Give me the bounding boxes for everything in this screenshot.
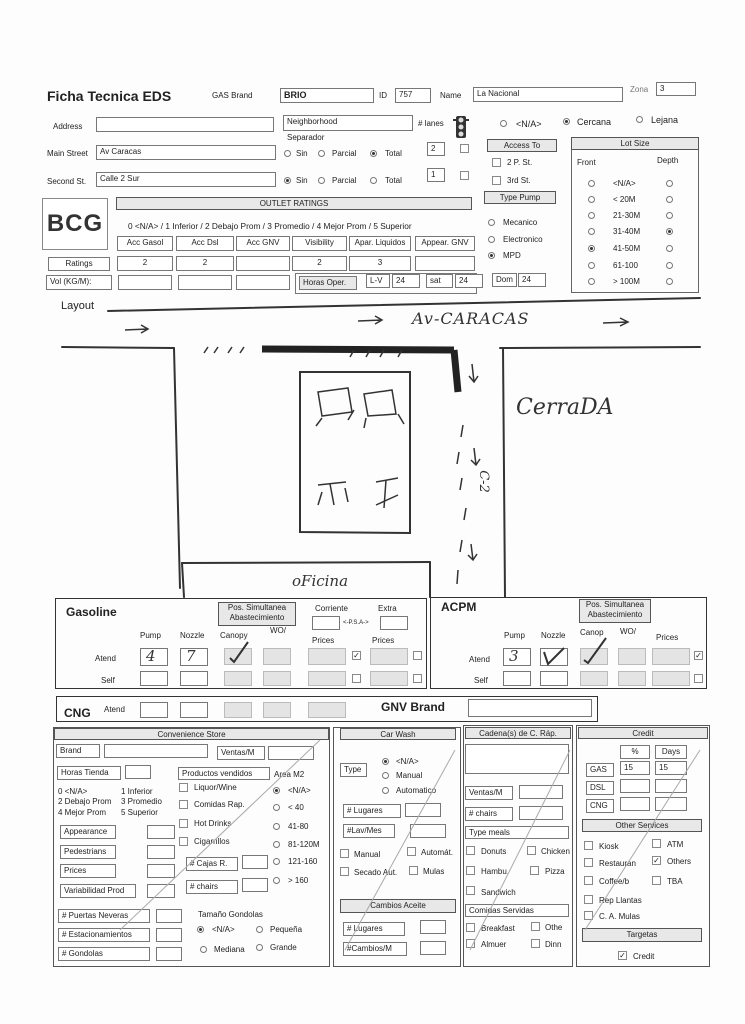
carwash-lav-label: #Lav/Mes: [343, 824, 395, 838]
gnv-brand-label: GNV Brand: [381, 700, 446, 714]
credit-card-checkbox[interactable]: ✓: [619, 951, 626, 960]
gas-atend-price2-field[interactable]: [370, 648, 408, 665]
gas-atend-nozzle-field[interactable]: 7: [180, 648, 208, 666]
gas-self-price1-checkbox[interactable]: [352, 674, 361, 683]
lot-option-label: 41-50M: [613, 244, 641, 253]
psa-label: <-P.S.A->: [343, 620, 369, 626]
store-cajas-label: # Cajas R.: [186, 857, 238, 871]
dom-label: Dom: [492, 273, 517, 287]
svc-others-label: Others: [667, 857, 692, 866]
gas-pump-label: Pump: [140, 631, 161, 640]
id-field[interactable]: 757: [395, 88, 431, 103]
serv-breakfast-label: Breakfast: [481, 924, 515, 933]
cng-atend-label: Atend: [104, 705, 125, 714]
lv-label: L-V: [366, 274, 390, 288]
rating-col-header: Acc GNV: [236, 236, 290, 251]
serv-dinn-label: Dinn: [545, 940, 562, 949]
gas-atend-price1-field[interactable]: [308, 648, 346, 665]
corriente-label: Corriente: [315, 604, 348, 613]
gas-canopy-checkmark-icon: [228, 640, 252, 664]
lot-option-label: 21-30M: [613, 211, 641, 220]
store-area-label: < 40: [288, 803, 304, 812]
svc-coffee-label: Coffee/b: [599, 877, 630, 886]
store-ventas-label: Ventas/M: [217, 746, 265, 760]
store-tam-label: Tamaño Gondolas: [198, 910, 263, 919]
lot-option-label: > 100M: [613, 277, 640, 286]
credit-header: Credit: [578, 727, 708, 739]
sat-field[interactable]: 24: [455, 274, 483, 288]
horas-oper-label: Horas Oper.: [299, 276, 357, 290]
store-row-label: Appearance: [60, 825, 116, 839]
name-field[interactable]: La Nacional: [473, 87, 623, 102]
lanes-second-field[interactable]: 1: [427, 168, 445, 182]
cadena-ventas-label: Ventas/M: [465, 786, 513, 800]
carwash-na-label: <N/A>: [396, 757, 419, 766]
cadena-type-meals-label: Type meals: [465, 826, 569, 839]
separador-parcial-label: Parcial: [332, 149, 357, 158]
store-row-label: Variabilidad Prod: [60, 884, 136, 898]
store-scale-item: 2 Debajo Prom: [58, 797, 112, 806]
store-bottom-label: # Estacionamientos: [58, 928, 150, 942]
acpm-self-price-field[interactable]: [652, 671, 690, 686]
separador-total-label: Total: [385, 149, 402, 158]
svc-ca-mulas-label: C. A. Mulas: [599, 912, 640, 921]
zona-label: Zona: [630, 85, 649, 94]
second-total-label: Total: [385, 176, 402, 185]
lot-size-header: Lot Size: [571, 137, 699, 150]
credit-gas-pct-field[interactable]: 15: [620, 761, 650, 775]
serv-otro-label: Othe: [545, 923, 563, 932]
store-chairs-label: # chairs: [186, 880, 238, 894]
acpm-atend-wo-field[interactable]: [618, 648, 646, 665]
gas-atend-label: Atend: [95, 654, 116, 663]
credit-gas-days-field[interactable]: 15: [655, 761, 687, 775]
acpm-self-label: Self: [474, 676, 488, 685]
rating-value-field[interactable]: 2: [176, 256, 234, 271]
acpm-self-price-checkbox[interactable]: [694, 674, 703, 683]
svc-tba-label: TBA: [667, 877, 683, 886]
meal-hambu-label: Hambu.: [481, 867, 510, 876]
svc-others-checkbox[interactable]: ✓: [653, 856, 660, 865]
acpm-nozzle-checkmark-icon: [542, 644, 566, 666]
acpm-canop-checkmark-icon: [582, 636, 608, 664]
meal-chicken-label: Chicken: [541, 847, 570, 856]
third-st-label: 3rd St.: [507, 176, 531, 185]
sat-label: sat: [426, 274, 453, 288]
cadena-header: Cadena(s) de C. Ráp.: [465, 727, 571, 739]
layout-cross-street-label: C-2: [475, 470, 491, 493]
meal-pizza-label: Pizza: [545, 867, 565, 876]
name-label: Name: [440, 91, 462, 100]
lejana-label: Lejana: [651, 115, 679, 125]
cadena-chairs-label: # chairs: [465, 807, 513, 821]
store-area-label: 81-120M: [288, 840, 320, 849]
acpm-canop-label: Canop: [580, 628, 604, 637]
ratings-label: Ratings: [48, 257, 110, 271]
store-bottom-label: # Puertas Neveras: [58, 909, 150, 923]
other-services-header: Other Services: [582, 819, 702, 832]
gas-self-wo-field[interactable]: [263, 671, 291, 686]
lanes-label: # lanes: [418, 119, 444, 128]
mecanico-label: Mecanico: [503, 218, 538, 227]
gas-brand-label: GAS Brand: [212, 91, 253, 100]
gas-self-label: Self: [101, 676, 115, 685]
credit-gas-label: GAS: [586, 763, 614, 777]
lot-depth-label: Depth: [657, 156, 679, 165]
zona-field[interactable]: 3: [656, 82, 696, 96]
credit-card-label: Credit: [633, 952, 655, 961]
separador-label: Separador: [287, 133, 325, 142]
gas-self-price2-checkbox[interactable]: [413, 674, 422, 683]
carwash-auto-label: Automatico: [396, 786, 437, 795]
acpm-atend-pump-field[interactable]: 3: [503, 648, 531, 666]
svc-kiosk-label: Kiosk: [599, 842, 619, 851]
acpm-atend-price-field[interactable]: [652, 648, 690, 665]
lot-option-label: <N/A>: [613, 179, 636, 188]
gas-self-nozzle-field[interactable]: [180, 671, 208, 686]
tam-na-label: <N/A>: [212, 925, 235, 934]
gasoline-pos-header: Pos. Simultanea Abastecimiento: [218, 602, 296, 626]
electronico-label: Electronico: [503, 235, 543, 244]
acpm-prices-label: Prices: [656, 633, 679, 642]
gas-atend-price1-checkbox[interactable]: ✓: [353, 651, 360, 660]
tam-pequena-label: Pequeña: [270, 925, 303, 934]
neighborhood-field[interactable]: Neighborhood: [283, 115, 413, 131]
rating-value-field[interactable]: 2: [292, 256, 347, 271]
page-title: Ficha Tecnica EDS: [47, 88, 172, 104]
rating-col-header: Appear. GNV: [415, 236, 475, 251]
store-area-label: 121-160: [288, 857, 318, 866]
serv-almuer-label: Almuer: [481, 940, 507, 949]
rating-col-header: Acc Gasol: [117, 236, 173, 251]
gas-atend-pump-field[interactable]: 4: [140, 648, 168, 666]
second-street-label: Second St.: [47, 177, 87, 186]
tam-grande-label: Grande: [270, 943, 297, 952]
lot-option-label: 61-100: [613, 261, 638, 270]
meal-donuts-label: Donuts: [481, 847, 507, 856]
cercana-label: Cercana: [577, 117, 612, 127]
svc-atm-label: ATM: [667, 840, 684, 849]
store-brand-label: Brand: [56, 744, 100, 758]
acpm-self-pump-field[interactable]: [503, 671, 531, 686]
lot-option-label: 31-40M: [613, 227, 641, 236]
store-row-label: Pedestrians: [60, 845, 116, 859]
acpm-title: ACPM: [441, 600, 477, 614]
lanes-main-field[interactable]: 2: [427, 142, 445, 156]
outlet-ratings-header: OUTLET RATINGS: [116, 197, 472, 210]
store-product-label: Cigarrillos: [194, 837, 230, 846]
cambios-mes-label: #Cambios/M: [343, 942, 407, 956]
carwash-header: Car Wash: [340, 728, 456, 740]
gas-atend-price2-checkbox[interactable]: [413, 651, 422, 660]
rating-value-field[interactable]: 3: [349, 256, 411, 271]
two-pst-label: 2 P. St.: [507, 158, 533, 167]
carwash-autom-label: Automát.: [421, 848, 454, 857]
carwash-manual-label: Manual: [396, 771, 423, 780]
cng-title: CNG: [64, 706, 91, 720]
store-horas-label: Horas Tienda: [57, 766, 121, 780]
lot-front-label: Front: [577, 158, 596, 167]
corriente-field[interactable]: [312, 616, 340, 630]
rating-col-header: Visibility: [292, 236, 347, 251]
gas-prices2-label: Prices: [372, 636, 395, 645]
extra-field[interactable]: [380, 616, 408, 630]
cng-canopy-field[interactable]: [224, 702, 252, 718]
store-area-label: <N/A>: [288, 786, 311, 795]
scan-strokes: [0, 720, 745, 970]
gas-prices-label: Prices: [312, 636, 335, 645]
carwash-lugares-label: # Lugares: [343, 804, 401, 818]
gas-wo-label: WO/: [270, 626, 286, 635]
gas-canopy-label: Canopy: [220, 631, 248, 640]
acpm-nozzle-label: Nozzle: [541, 631, 566, 640]
store-product-label: Comidas Rap.: [194, 800, 245, 809]
carwash-mulas-label: Mulas: [423, 867, 445, 876]
acpm-pump-label: Pump: [504, 631, 525, 640]
store-scale-item: 1 Inferior: [121, 787, 153, 796]
vol-label: Vol (KG/M):: [46, 275, 112, 290]
store-row-label: Prices: [60, 864, 116, 878]
acpm-self-canop-field[interactable]: [580, 671, 608, 686]
bcg-logo-text: BCG: [46, 210, 104, 237]
credit-cng-label: CNG: [586, 799, 614, 813]
store-product-label: Hot Drinks: [194, 819, 232, 828]
store-productos-label: Productos vendidos: [178, 767, 270, 780]
carwash-manual-check-label: Manual: [354, 850, 381, 859]
type-pump-header: Type Pump: [484, 191, 556, 204]
tam-mediana-label: Mediana: [214, 945, 245, 954]
acpm-atend-price-checkbox[interactable]: ✓: [695, 651, 702, 660]
store-scale-item: 4 Mejor Prom: [58, 808, 107, 817]
address-label: Address: [53, 122, 83, 131]
credit-dsl-label: DSL: [586, 781, 614, 795]
second-parcial-label: Parcial: [332, 176, 357, 185]
gas-nozzle-label: Nozzle: [180, 631, 205, 640]
separador-sin-label: Sin: [296, 149, 308, 158]
cambios-aceite-header: Cambios Aceite: [340, 899, 456, 913]
acpm-wo-label: WO/: [620, 627, 636, 636]
access-to-header: Access To: [487, 139, 557, 152]
store-area-label: Area M2: [274, 770, 305, 779]
layout-label: Layout: [61, 300, 95, 312]
gas-brand-field[interactable]: BRIO: [280, 88, 374, 103]
store-scale-item: 5 Superior: [121, 808, 158, 817]
main-street-label: Main Street: [47, 149, 88, 158]
store-area-label: > 160: [288, 876, 309, 885]
gasoline-title: Gasoline: [66, 605, 117, 619]
cng-price-field[interactable]: [308, 702, 346, 718]
extra-label: Extra: [378, 604, 397, 613]
gas-self-canopy-field[interactable]: [224, 671, 252, 686]
mpd-label: MPD: [503, 251, 521, 260]
carwash-secado-label: Secado Aut.: [354, 868, 398, 877]
acpm-self-nozzle-field[interactable]: [540, 671, 568, 686]
main-street-field[interactable]: Av Caracas: [96, 145, 276, 160]
svc-rep-llantas-label: Rep Llantas: [599, 896, 642, 905]
credit-pct-label: %: [620, 745, 650, 759]
id-label: ID: [379, 91, 387, 100]
rating-col-header: Apar. Liquidos: [349, 236, 411, 251]
rating-col-header: Acc Dsl: [176, 236, 234, 251]
layout-office-label: oFicina: [292, 572, 349, 590]
cambios-lugares-label: # Lugares: [343, 922, 405, 936]
rating-value-field[interactable]: 2: [117, 256, 173, 271]
store-scale-item: 3 Promedio: [121, 797, 162, 806]
store-bottom-label: # Gondolas: [58, 947, 150, 961]
credit-days-label: Days: [655, 745, 687, 759]
gnv-brand-field[interactable]: [468, 699, 592, 717]
cng-pump-field[interactable]: [140, 702, 168, 718]
second-sin-label: Sin: [296, 176, 308, 185]
targetas-header: Targetas: [582, 928, 702, 942]
access-na-label: <N/A>: [516, 119, 542, 129]
lv-field[interactable]: 24: [392, 274, 420, 288]
dom-field[interactable]: 24: [518, 273, 546, 287]
ratings-scale: 0 <N/A> / 1 Inferior / 2 Debajo Prom / 3 Promedio / 4 Mejor Prom / 5 Superior: [128, 221, 412, 231]
gas-self-pump-field[interactable]: [140, 671, 168, 686]
gas-atend-wo-field[interactable]: [263, 648, 291, 665]
cng-nozzle-field[interactable]: [180, 702, 208, 718]
lot-option-label: < 20M: [613, 195, 636, 204]
store-area-label: 41-80: [288, 822, 309, 831]
acpm-self-wo-field[interactable]: [618, 671, 646, 686]
acpm-atend-label: Atend: [469, 655, 490, 664]
store-product-label: Liquor/Wine: [194, 783, 237, 792]
acpm-pos-header: Pos. Simultanea Abastecimiento: [579, 599, 651, 623]
layout-cerrada-label: CerraDA: [516, 395, 614, 420]
store-header: Convenience Store: [54, 728, 329, 740]
layout-street-label: Av-CARACAS: [412, 309, 530, 328]
cng-wo-field[interactable]: [263, 702, 291, 718]
second-street-field[interactable]: Calle 2 Sur: [96, 172, 276, 187]
cadena-comidas-label: Comidas Servidas: [465, 904, 569, 917]
svc-restauran-label: Restauran: [599, 859, 636, 868]
carwash-type-label: Type: [340, 763, 367, 777]
gas-self-price1-field[interactable]: [308, 671, 346, 686]
gas-self-price2-field[interactable]: [370, 671, 408, 686]
meal-sandwich-label: Sandwich: [481, 888, 516, 897]
store-scale-item: 0 <N/A>: [58, 787, 88, 796]
